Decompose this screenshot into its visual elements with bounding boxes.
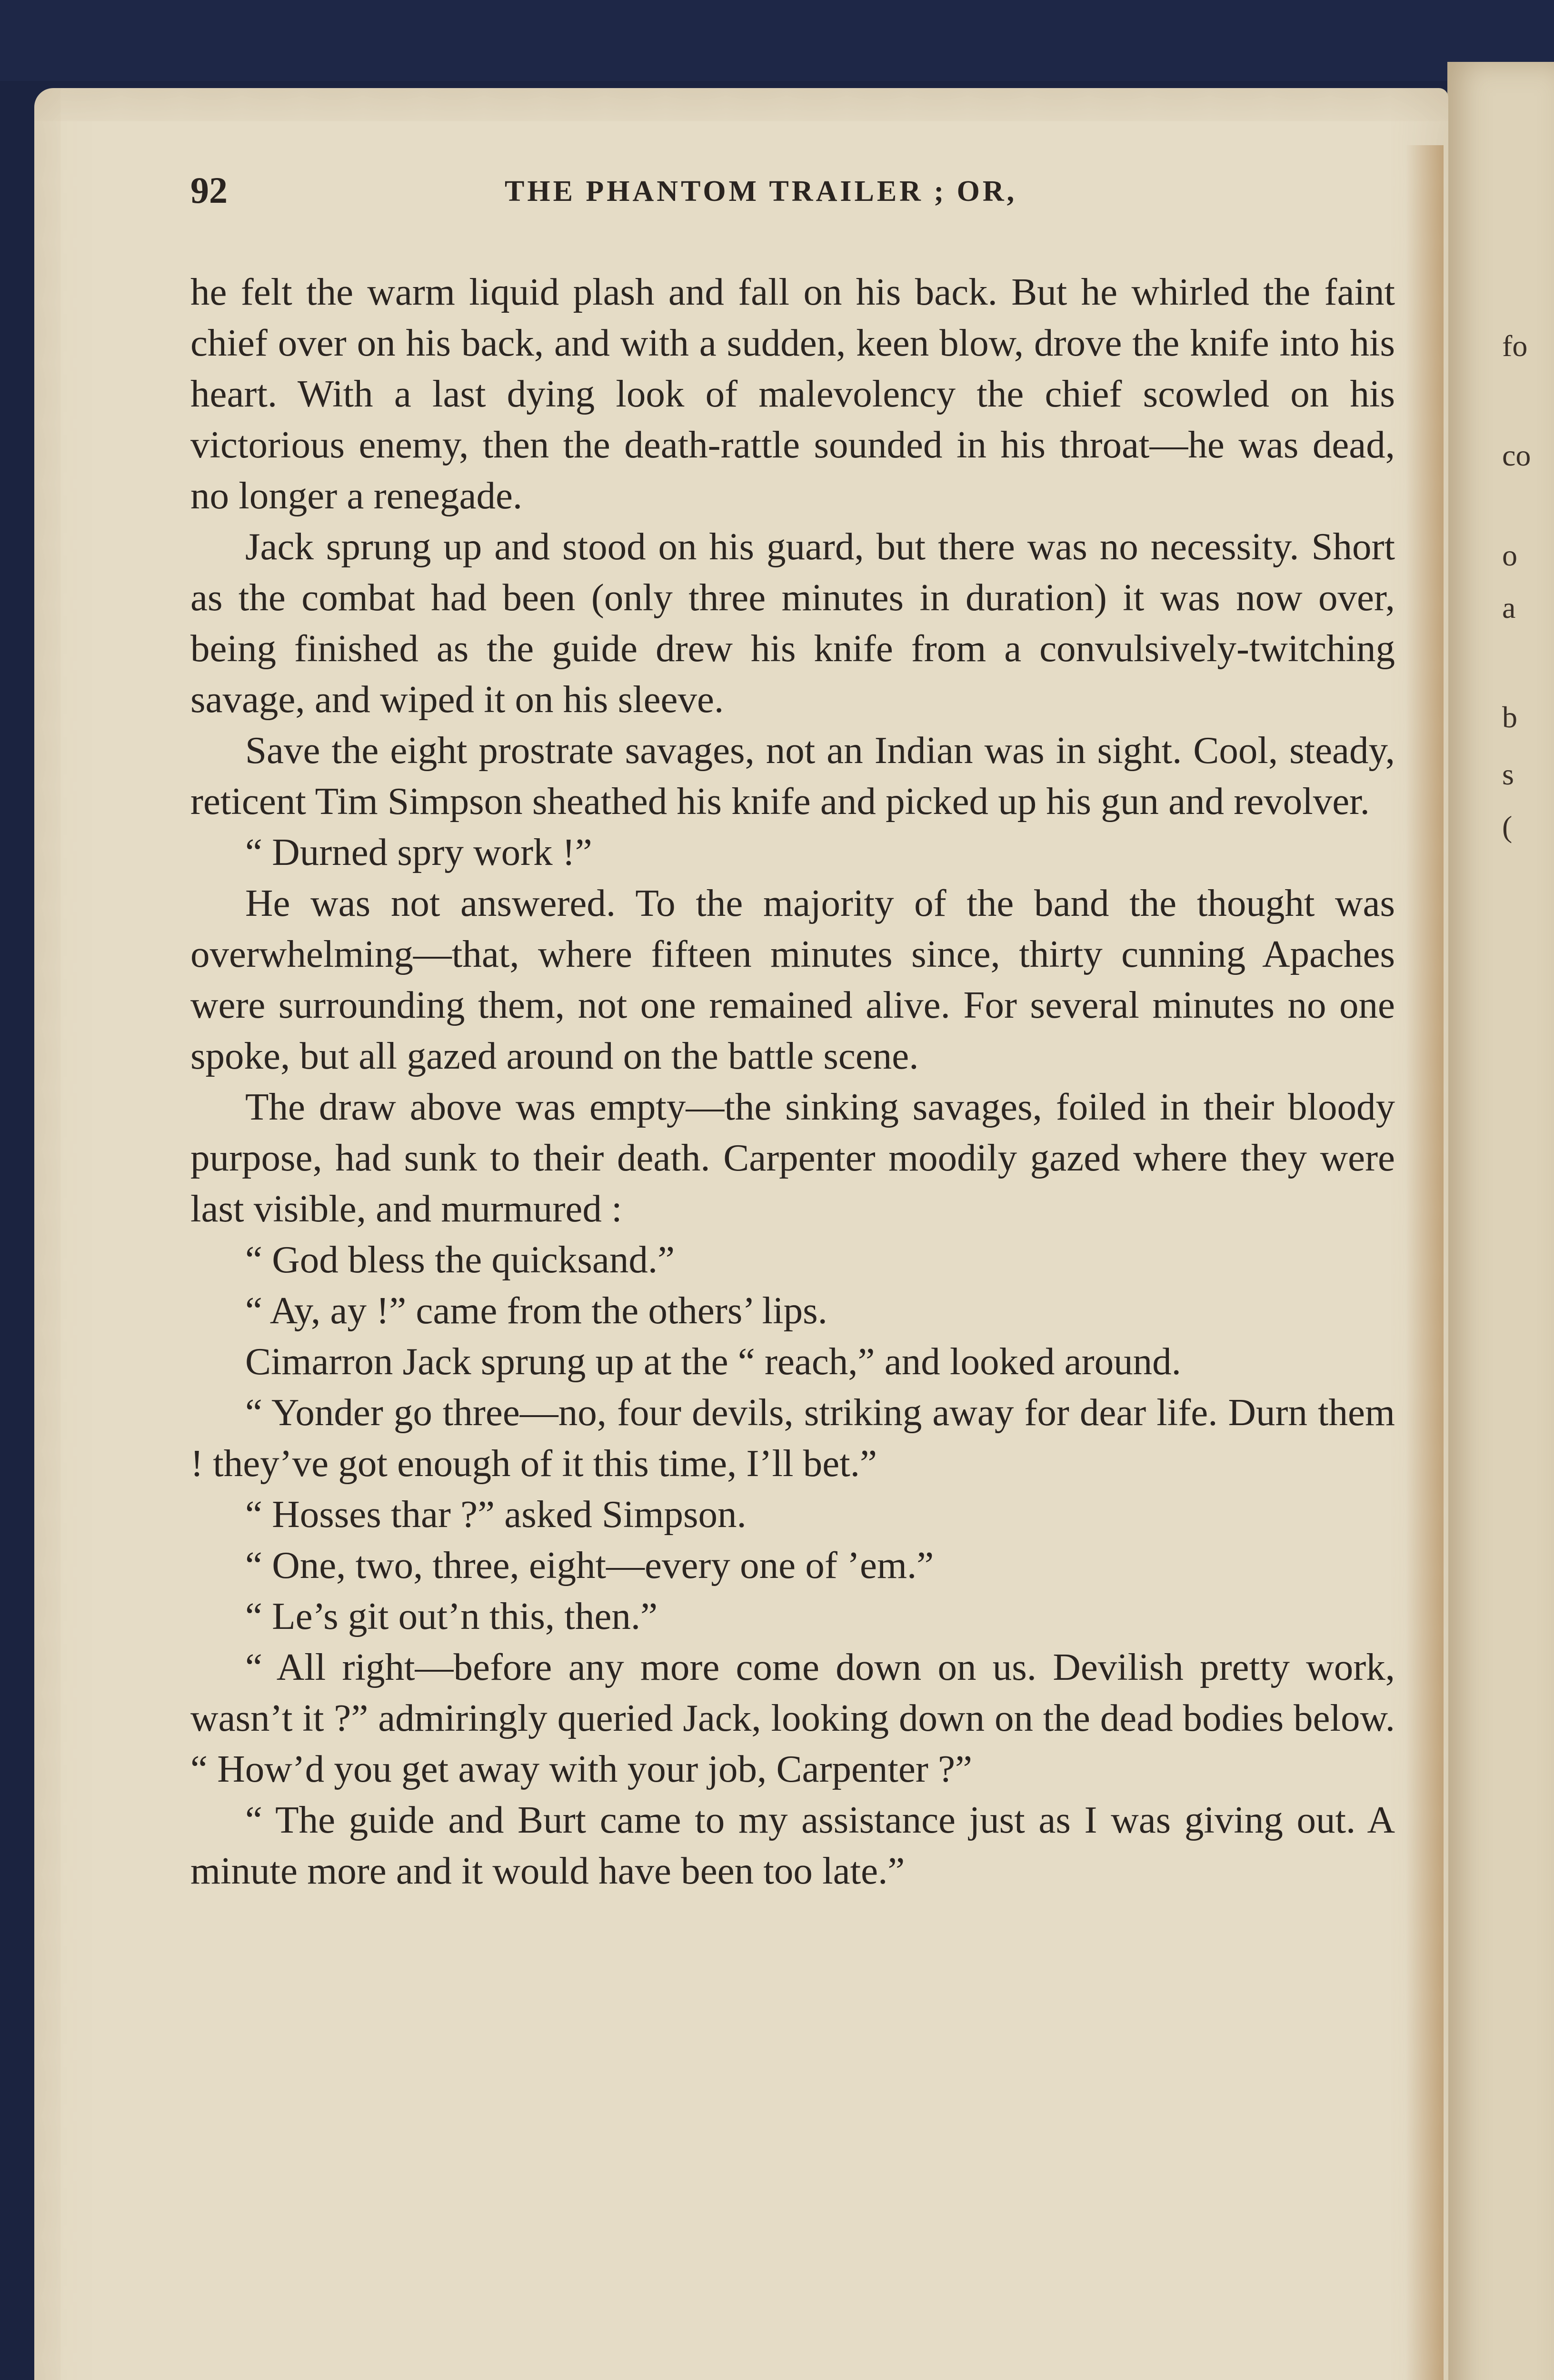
facing-page-fragment: a (1502, 591, 1516, 625)
paragraph: “ Ay, ay !” came from the others’ lips. (245, 1289, 827, 1332)
background-top (0, 0, 1554, 81)
paragraph: “ Durned spry work !” (245, 831, 592, 873)
page-header (190, 169, 1395, 221)
page-number: 92 (190, 169, 228, 211)
paragraph: “ One, two, three, eight—every one of ’em.” (245, 1544, 934, 1587)
paragraph: “ Le’s git out’n this, then.” (245, 1595, 658, 1637)
page-edge-stain (1405, 145, 1444, 2380)
body-text (190, 267, 1395, 1896)
facing-page-fragment: co (1502, 438, 1531, 472)
running-head: THE PHANTOM TRAILER ; OR, (505, 175, 1017, 208)
paragraph: “ Yonder go three—no, four devils, striking away for dear life. Durn them ! they’ve got enough of it this time, I’ll bet.” (190, 1391, 1395, 1485)
facing-page-fragment: b (1502, 700, 1517, 734)
facing-page-fragment: s (1502, 757, 1514, 791)
paragraph: Cimarron Jack sprung up at the “ reach,” and looked around. (245, 1340, 1181, 1383)
facing-page-fragment: ( (1502, 810, 1513, 843)
facing-page-fragment: o (1502, 538, 1517, 572)
paragraph: He was not answered. To the majority of the band the thought was overwhelming—that, where fifteen minutes since, thirty cunning Apaches were surrounding them, not one remained alive. For several minutes no one spoke, but all gazed around on the battle scene. (190, 882, 1395, 1077)
paragraph: Save the eight prostrate savages, not an Indian was in sight. Cool, steady, reticent Tim Simpson sheathed his knife and picked up his gun and revolver. (190, 729, 1395, 823)
paragraph: Jack sprung up and stood on his guard, but there was no necessity. Short as the combat had been (only three minutes in duration) it was now over, being finished as the guide drew his knife from a convulsively-twitching savage, and wiped it on his sleeve. (190, 525, 1395, 721)
facing-page-fragment: fo (1502, 329, 1528, 363)
paragraph: “ Hosses thar ?” asked Simpson. (245, 1493, 747, 1536)
paragraph: The draw above was empty—the sinking savages, foiled in their bloody purpose, had sunk to their death. Carpenter moodily gazed where they were last visible, and murmured : (190, 1085, 1395, 1230)
paragraph: “ All right—before any more come down on us. Devilish pretty work, wasn’t it ?” admiringly queried Jack, looking down on the dead bodies below. “ How’d you get away with your job, Carpenter ?” (190, 1646, 1395, 1790)
facing-page-edge (1447, 62, 1554, 2380)
paragraph: he felt the warm liquid plash and fall on his back. But he whirled the faint chief over on his back, and with a sudden, keen blow, drove the knife into his heart. With a last dying look of malevolency the chief scowled on his victorious enemy, then the death-rattle sounded in his throat—he was dead, no longer a renegade. (190, 270, 1395, 517)
paragraph: “ The guide and Burt came to my assistance just as I was giving out. A minute more and it would have been too late.” (190, 1798, 1395, 1892)
paragraph: “ God bless the quicksand.” (245, 1238, 675, 1281)
